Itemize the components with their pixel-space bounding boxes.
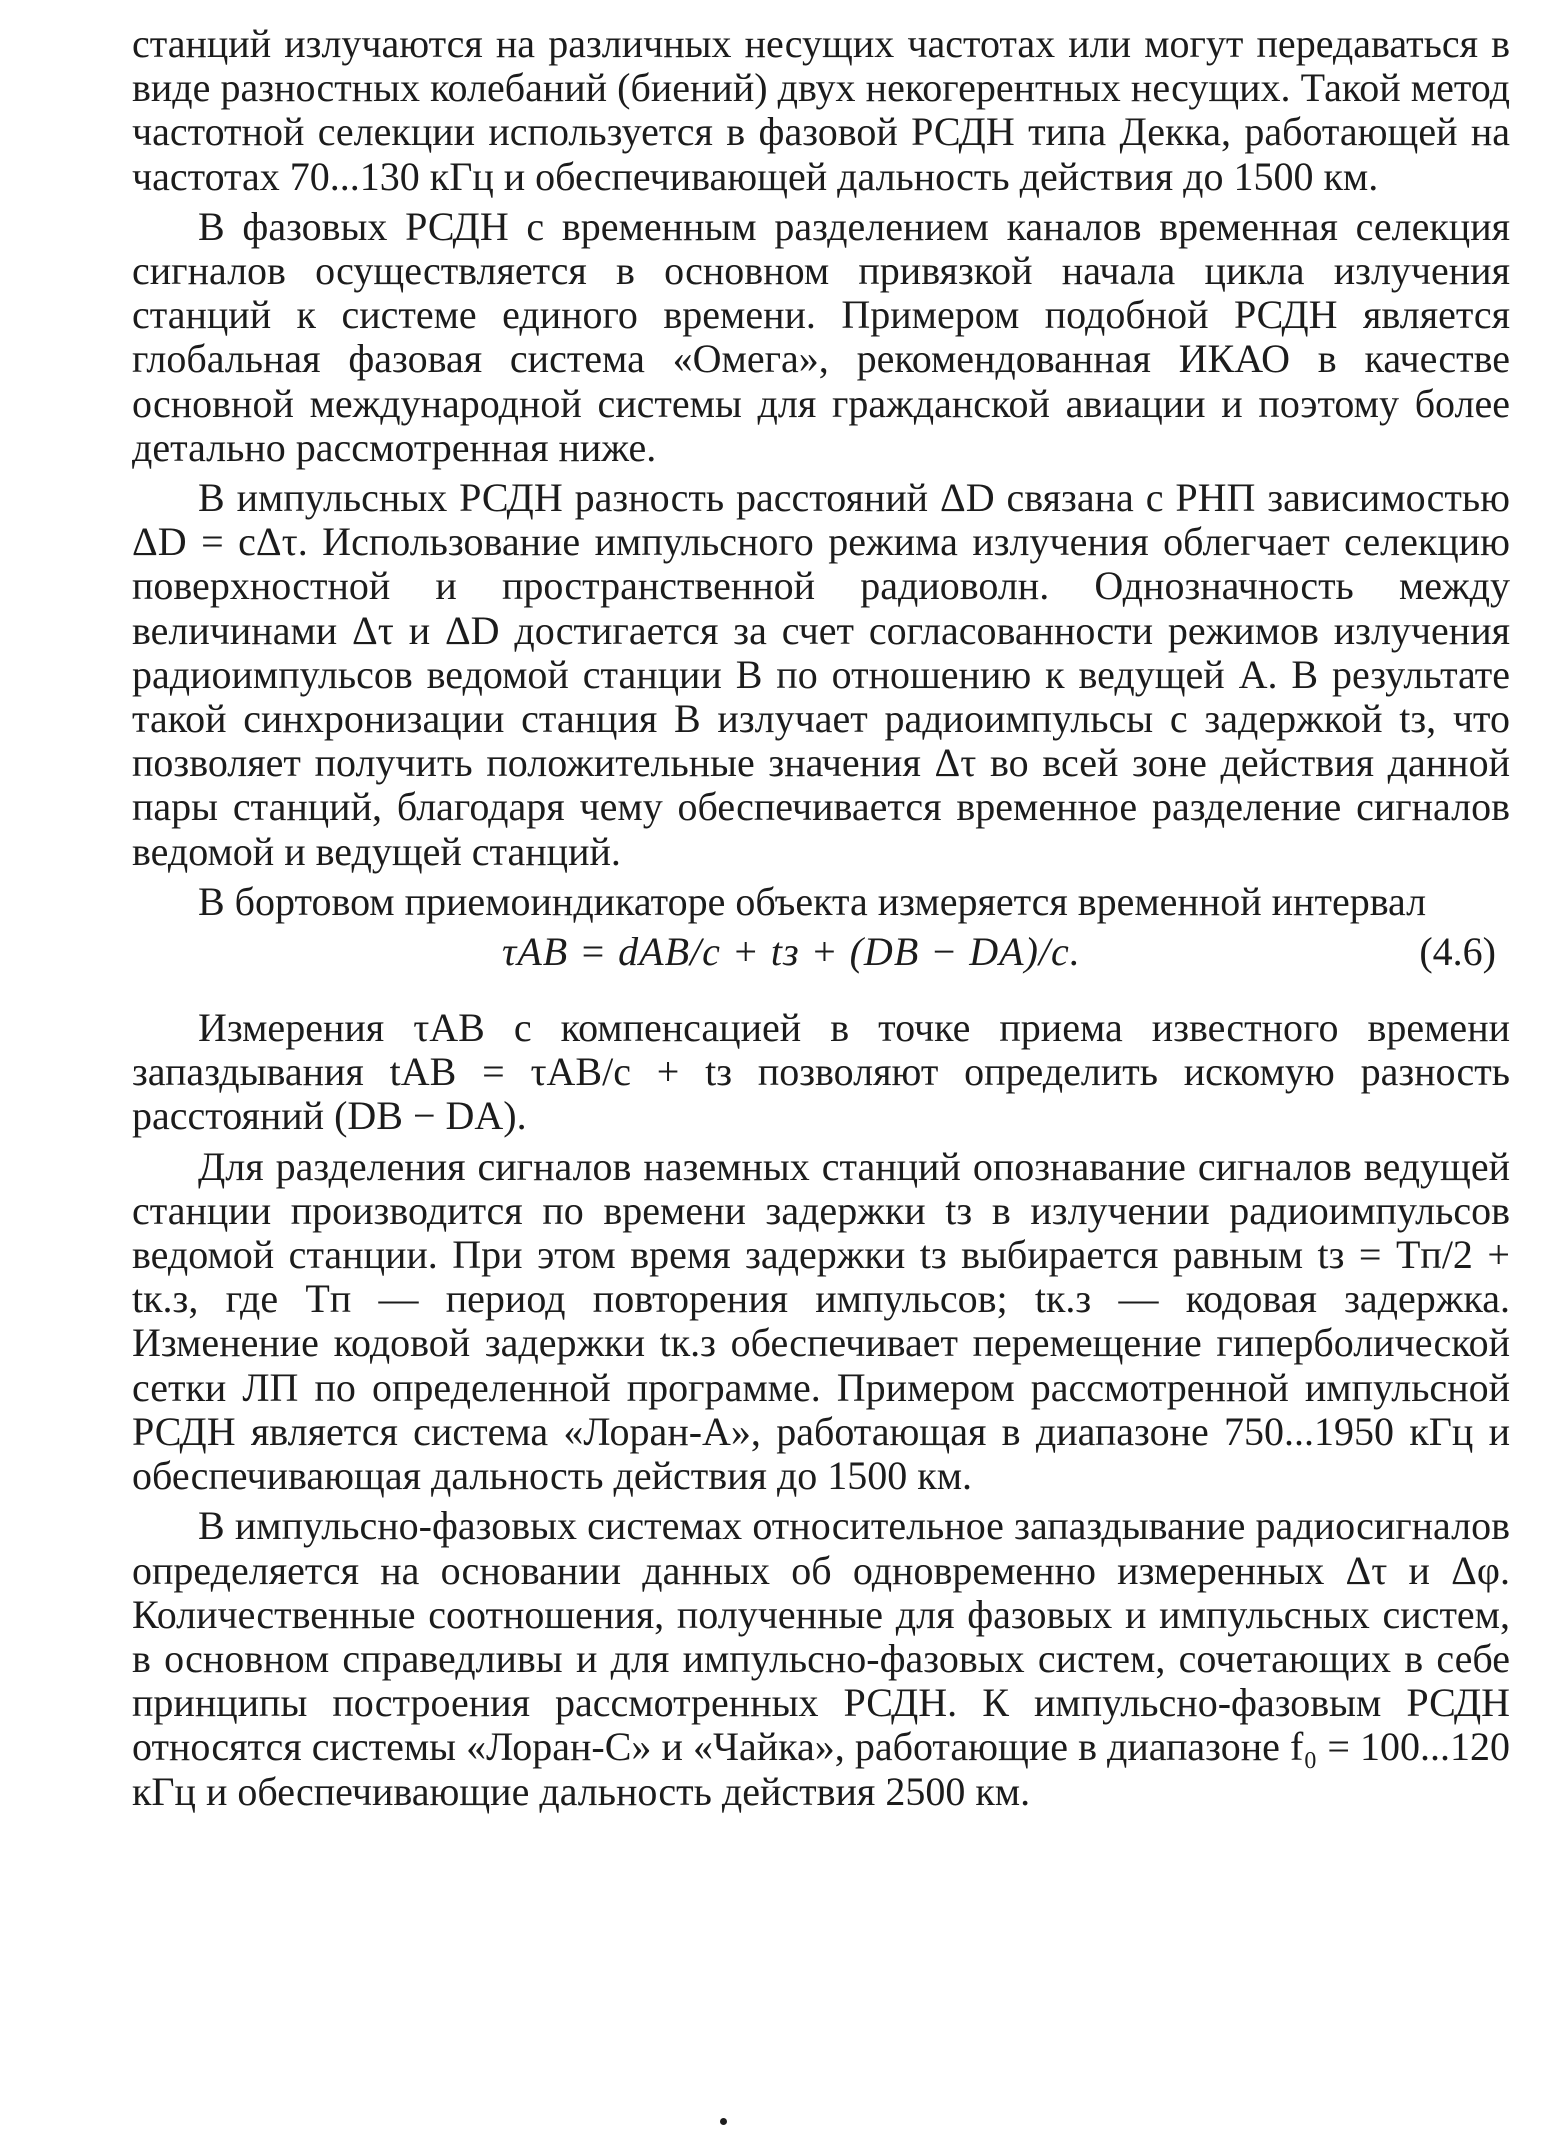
equation-row bbox=[132, 926, 1510, 982]
document-page bbox=[132, 22, 1510, 1820]
paragraph-1: станций излучаются на различных несущих частотах или могут передаваться в виде разностных колебаний (биений) двух некогерентных несущих. Такой метод частотной селекции используется в фазовой РСДН типа Декка, работающей на частотах 70...130 кГц и обеспечивающей дальность действия до 1500 км. bbox=[132, 21, 1510, 199]
paragraph-5: Измерения τAB с компенсацией в точке приема известного времени запаздывания tAB = τAB/c + tз позволяют определить искомую разность расстояний (DB − DA). bbox=[132, 1005, 1510, 1139]
paragraph-4: В бортовом приемоиндикаторе объекта измеряется временной интервал bbox=[198, 878, 1427, 924]
equation-number: (4.6) bbox=[1419, 929, 1496, 975]
paragraph-3: В импульсных РСДН разность расстояний ΔD связана с РНП зависимостью ΔD = cΔτ. Использование импульсного режима излучения облегчает селекцию поверхностной и пространственной радиоволн. Однозначность между величинами Δτ и ΔD достигается за счет согласованности режимов излучения радиоимпульсов ведомой станции B по отношению к ведущей A. В результате такой синхронизации станция B излучает радиоимпульсы с задержкой tз, что позволяет получить положительные значения Δτ во всей зоне действия данной пары станций, благодаря чему обеспечивается временное разделение сигналов ведомой и ведущей станций. bbox=[132, 475, 1510, 874]
page-mark-dot bbox=[720, 2118, 727, 2125]
paragraph-7: В импульсно-фазовых системах относительное запаздывание радиосигналов определяется на основании данных об одновременно измеренных Δτ и Δφ. Количественные соотношения, полученные для фазовых и импульсных систем, в основном справедливы и для импульсно-фазовых систем, сочетающих в себе принципы построения рассмотренных РСДН. К импульсно-фазовым РСДН относятся системы «Лоран-С» и «Чайка», работающие в диапазоне f₀ = 100...120 кГц и обеспечивающие дальность действия 2500 км. bbox=[132, 1503, 1510, 1814]
paragraph-2: В фазовых РСДН с временным разделением каналов временная селекция сигналов осуществляется в основном привязкой начала цикла излучения станций к системе единого времени. Примером подобной РСДН является глобальная фазовая система «Омега», рекомендованная ИКАО в качестве основной международной системы для гражданской авиации и поэтому более детально рассмотренная ниже. bbox=[132, 203, 1510, 470]
paragraph-6: Для разделения сигналов наземных станций опознавание сигналов ведущей станции производится по времени задержки tз в излучении радиоимпульсов ведомой станции. При этом время задержки tз выбирается равным tз = Tп/2 + tк.з, где Tп — период повторения импульсов; tк.з — кодовая задержка. Изменение кодовой задержки tк.з обеспечивает перемещение гиперболической сетки ЛП по определенной программе. Примером рассмотренной импульсной РСДН является система «Лоран-А», работающая в диапазоне 750...1950 кГц и обеспечивающая дальность действия до 1500 км. bbox=[132, 1143, 1510, 1499]
equation-formula: τAB = dAB/c + tз + (DB − DA)/c. bbox=[502, 929, 1081, 975]
